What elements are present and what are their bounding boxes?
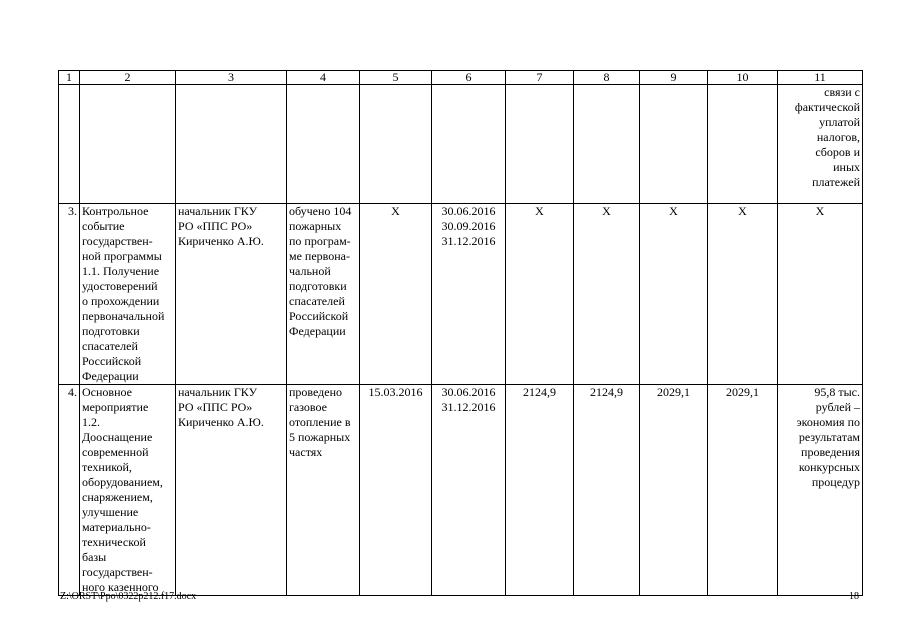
page-number: 18 (849, 591, 859, 602)
table-cell (176, 85, 287, 204)
row-number: 3. (59, 204, 80, 385)
header-cell: 1 (59, 71, 80, 85)
file-path-footer: Z:\ORST\Ppo\0322p212.f17.docx (60, 591, 197, 602)
header-cell: 4 (287, 71, 360, 85)
value-cell: Х (640, 204, 708, 385)
row-number: 4. (59, 385, 80, 596)
value-cell: Х (574, 204, 640, 385)
value-cell: Х (506, 204, 574, 385)
header-cell: 2 (80, 71, 176, 85)
table-row (59, 385, 863, 596)
header-cell: 6 (432, 71, 506, 85)
table-cell (360, 85, 432, 204)
table-cell (432, 85, 506, 204)
value-cell: 2029,1 (708, 385, 778, 596)
executor-cell: начальник ГКУ РО «ППС РО» Кириченко А.Ю. (176, 204, 287, 385)
table-cell (506, 85, 574, 204)
header-cell: 8 (574, 71, 640, 85)
table-row (59, 204, 863, 385)
header-cell: 11 (778, 71, 863, 85)
header-cell: 9 (640, 71, 708, 85)
header-cell: 5 (360, 71, 432, 85)
header-cell: 10 (708, 71, 778, 85)
table-row-continuation (59, 85, 863, 204)
table-cell (708, 85, 778, 204)
value-cell: 2124,9 (574, 385, 640, 596)
header-cell: 3 (176, 71, 287, 85)
result-cell: проведено газовое отопление в 5 пожарных частях (287, 385, 360, 596)
notes-cell: Х (778, 204, 863, 385)
dates-cell: 30.06.2016 30.09.2016 31.12.2016 (432, 204, 506, 385)
event-name-cell: Контрольное событие государствен- ной программы 1.1. Получение удостоверений о прохождении первоначальной подготовки спасателей Российской Федерации (80, 204, 176, 385)
result-cell: обучено 104 пожарных по програм- ме первона- чальной подготовки спасателей Российской Федерации (287, 204, 360, 385)
event-name-cell: Основное мероприятие 1.2. Дооснащение современной техникой, оборудованием, снаряжением, улучшение материально- технической базы государствен- ного казенного (80, 385, 176, 596)
table-cell (287, 85, 360, 204)
value-cell: 2029,1 (640, 385, 708, 596)
dates-cell: 30.06.2016 31.12.2016 (432, 385, 506, 596)
executor-cell: начальник ГКУ РО «ППС РО» Кириченко А.Ю. (176, 385, 287, 596)
notes-cell: 95,8 тыс. рублей – экономия по результатам проведения конкурсных процедур (778, 385, 863, 596)
table-cell (574, 85, 640, 204)
value-cell: Х (708, 204, 778, 385)
notes-cell: связи с фактической уплатой налогов, сборов и иных платежей (778, 85, 863, 204)
header-cell: 7 (506, 71, 574, 85)
value-cell: 2124,9 (506, 385, 574, 596)
actual-start-cell: Х (360, 204, 432, 385)
report-table (58, 70, 863, 596)
table-cell (640, 85, 708, 204)
actual-start-cell: 15.03.2016 (360, 385, 432, 596)
table-cell (80, 85, 176, 204)
table-cell (59, 85, 80, 204)
header-row (59, 71, 863, 85)
